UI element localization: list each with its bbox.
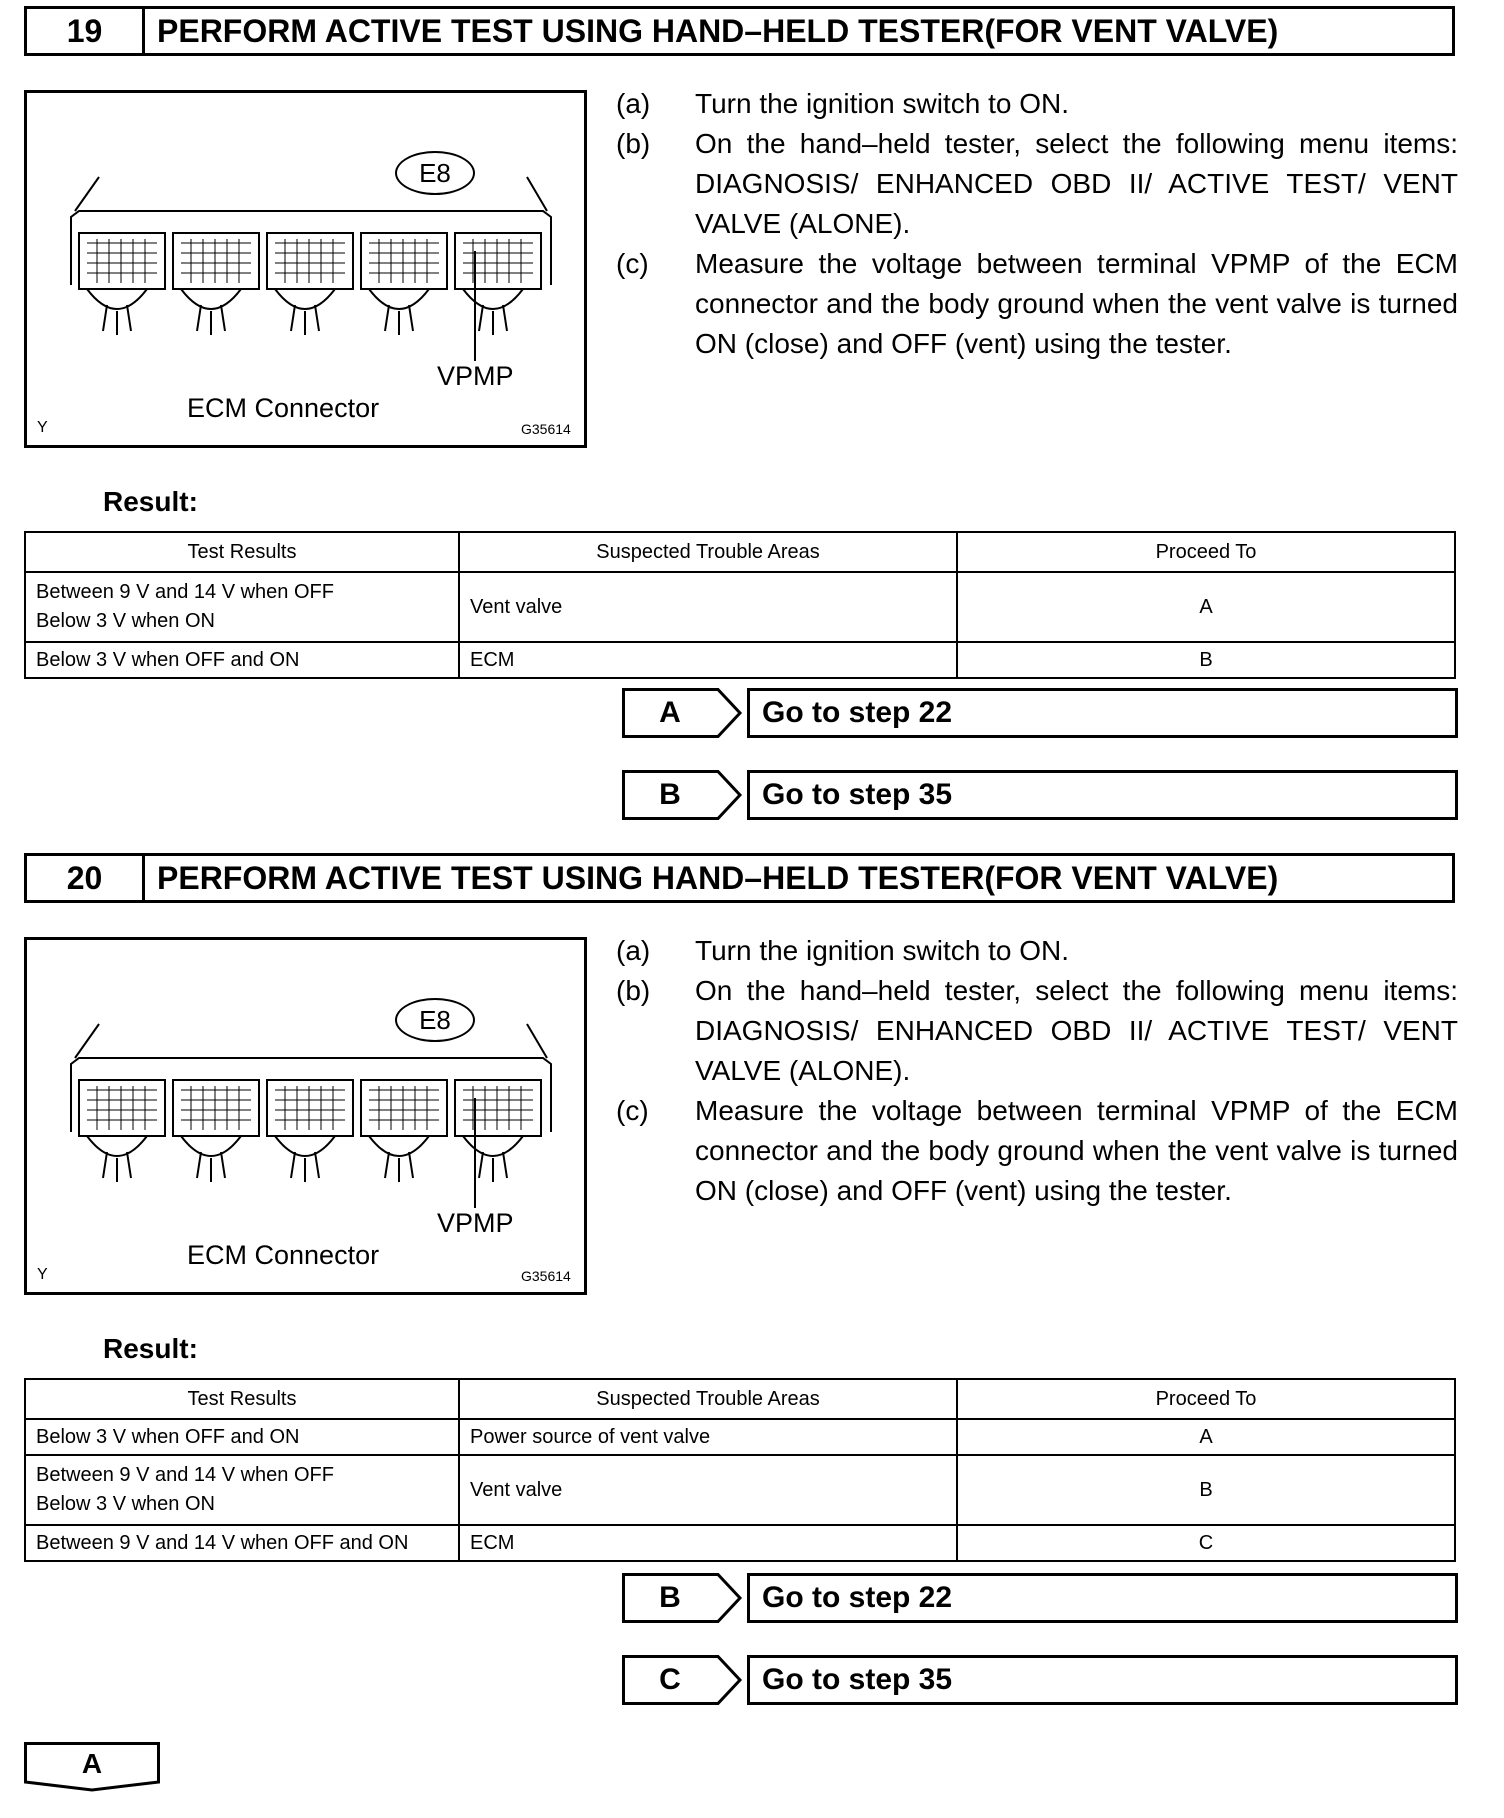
- test-result-cell: [25, 572, 459, 642]
- test-result-line: Below 3 V when ON: [36, 610, 215, 632]
- instruction-item: [616, 84, 1458, 124]
- instruction-text: Measure the voltage between terminal VPMP of the ECM connector and the body ground when the vent valve is turned ON (close) and OFF (vent) using the tester.: [695, 248, 1458, 359]
- proceed-cell: A: [957, 572, 1455, 642]
- goto-step-22[interactable]: [622, 1573, 1458, 1623]
- goto-step-22[interactable]: [622, 688, 1458, 738]
- step-title: PERFORM ACTIVE TEST USING HAND–HELD TESTER(FOR VENT VALVE): [157, 859, 1279, 896]
- goto-letter: B: [659, 778, 681, 811]
- proceed-a-tab[interactable]: [24, 1742, 160, 1792]
- proceed-cell: B: [957, 642, 1455, 678]
- results-table: [24, 531, 1456, 679]
- instruction-letter: (c): [616, 1095, 649, 1126]
- instruction-text: On the hand–held tester, select the following menu items: DIAGNOSIS/ ENHANCED OBD II/ ACTIVE TEST/ VENT VALVE (ALONE).: [695, 975, 1458, 1086]
- test-result-cell: [25, 1455, 459, 1525]
- test-result-cell: Below 3 V when OFF and ON: [25, 642, 459, 678]
- figure-corner-mark: Y: [37, 419, 48, 436]
- result-label: Result:: [103, 1333, 198, 1364]
- step-20-header: [24, 853, 1455, 903]
- figure-code: G35614: [521, 421, 571, 437]
- step-19-header: [24, 6, 1455, 56]
- test-result-cell: Below 3 V when OFF and ON: [25, 1419, 459, 1455]
- table-row: [25, 642, 1455, 678]
- step-number: 20: [27, 856, 145, 900]
- instruction-item: [616, 971, 1458, 1091]
- goto-letter: A: [659, 696, 681, 729]
- column-header: Test Results: [25, 532, 459, 572]
- terminal-label: VPMP: [437, 361, 514, 391]
- result-label: Result:: [103, 486, 198, 517]
- test-result-line: Between 9 V and 14 V when OFF: [36, 1464, 334, 1486]
- goto-text: Go to step 35: [747, 770, 1458, 820]
- trouble-area-cell: ECM: [459, 642, 957, 678]
- table-header-row: [25, 1379, 1455, 1419]
- connector-id-label: E8: [395, 998, 475, 1042]
- trouble-area-cell: ECM: [459, 1525, 957, 1561]
- instruction-text: On the hand–held tester, select the following menu items: DIAGNOSIS/ ENHANCED OBD II/ ACTIVE TEST/ VENT VALVE (ALONE).: [695, 128, 1458, 239]
- test-result-cell: Between 9 V and 14 V when OFF and ON: [25, 1525, 459, 1561]
- proceed-cell: A: [957, 1419, 1455, 1455]
- goto-text: Go to step 22: [747, 1573, 1458, 1623]
- proceed-cell: C: [957, 1525, 1455, 1561]
- instruction-letter: (b): [616, 975, 651, 1006]
- goto-text: Go to step 35: [747, 1655, 1458, 1705]
- terminal-label: VPMP: [437, 1208, 514, 1238]
- table-row: [25, 1419, 1455, 1455]
- test-result-line: Between 9 V and 14 V when OFF: [36, 581, 334, 603]
- instruction-text: Turn the ignition switch to ON.: [695, 935, 1070, 966]
- instruction-letter: (b): [616, 128, 651, 159]
- instruction-item: [616, 244, 1458, 364]
- instruction-item: [616, 931, 1458, 971]
- goto-step-35[interactable]: [622, 1655, 1458, 1705]
- results-table: [24, 1378, 1456, 1562]
- figure-corner-mark: Y: [37, 1266, 48, 1283]
- figure-code: G35614: [521, 1268, 571, 1284]
- trouble-area-cell: Vent valve: [459, 572, 957, 642]
- table-row: [25, 572, 1455, 642]
- instruction-list: [616, 931, 1458, 1211]
- column-header: Suspected Trouble Areas: [459, 532, 957, 572]
- goto-text: Go to step 22: [747, 688, 1458, 738]
- trouble-area-cell: Vent valve: [459, 1455, 957, 1525]
- column-header: Proceed To: [957, 532, 1455, 572]
- instruction-text: Measure the voltage between terminal VPMP of the ECM connector and the body ground when the vent valve is turned ON (close) and OFF (vent) using the tester.: [695, 1095, 1458, 1206]
- ecm-connector-figure: [24, 90, 587, 448]
- instruction-item: [616, 124, 1458, 244]
- column-header: Suspected Trouble Areas: [459, 1379, 957, 1419]
- table-row: [25, 1525, 1455, 1561]
- step-number: 19: [27, 9, 145, 53]
- instruction-text: Turn the ignition switch to ON.: [695, 88, 1070, 119]
- table-header-row: [25, 532, 1455, 572]
- column-header: Proceed To: [957, 1379, 1455, 1419]
- figure-caption: ECM Connector: [187, 393, 380, 423]
- step-title: PERFORM ACTIVE TEST USING HAND–HELD TESTER(FOR VENT VALVE): [157, 12, 1279, 49]
- goto-step-35[interactable]: [622, 770, 1458, 820]
- instruction-letter: (c): [616, 248, 649, 279]
- instruction-letter: (a): [616, 935, 651, 966]
- instruction-letter: (a): [616, 88, 651, 119]
- connector-id-label: E8: [395, 151, 475, 195]
- column-header: Test Results: [25, 1379, 459, 1419]
- instruction-list: [616, 84, 1458, 364]
- test-result-line: Below 3 V when ON: [36, 1493, 215, 1515]
- proceed-cell: B: [957, 1455, 1455, 1525]
- goto-letter: C: [659, 1663, 681, 1696]
- ecm-connector-figure: [24, 937, 587, 1295]
- instruction-item: [616, 1091, 1458, 1211]
- tab-letter: A: [81, 1748, 103, 1779]
- trouble-area-cell: Power source of vent valve: [459, 1419, 957, 1455]
- table-row: [25, 1455, 1455, 1525]
- goto-letter: B: [659, 1581, 681, 1614]
- figure-caption: ECM Connector: [187, 1240, 380, 1270]
